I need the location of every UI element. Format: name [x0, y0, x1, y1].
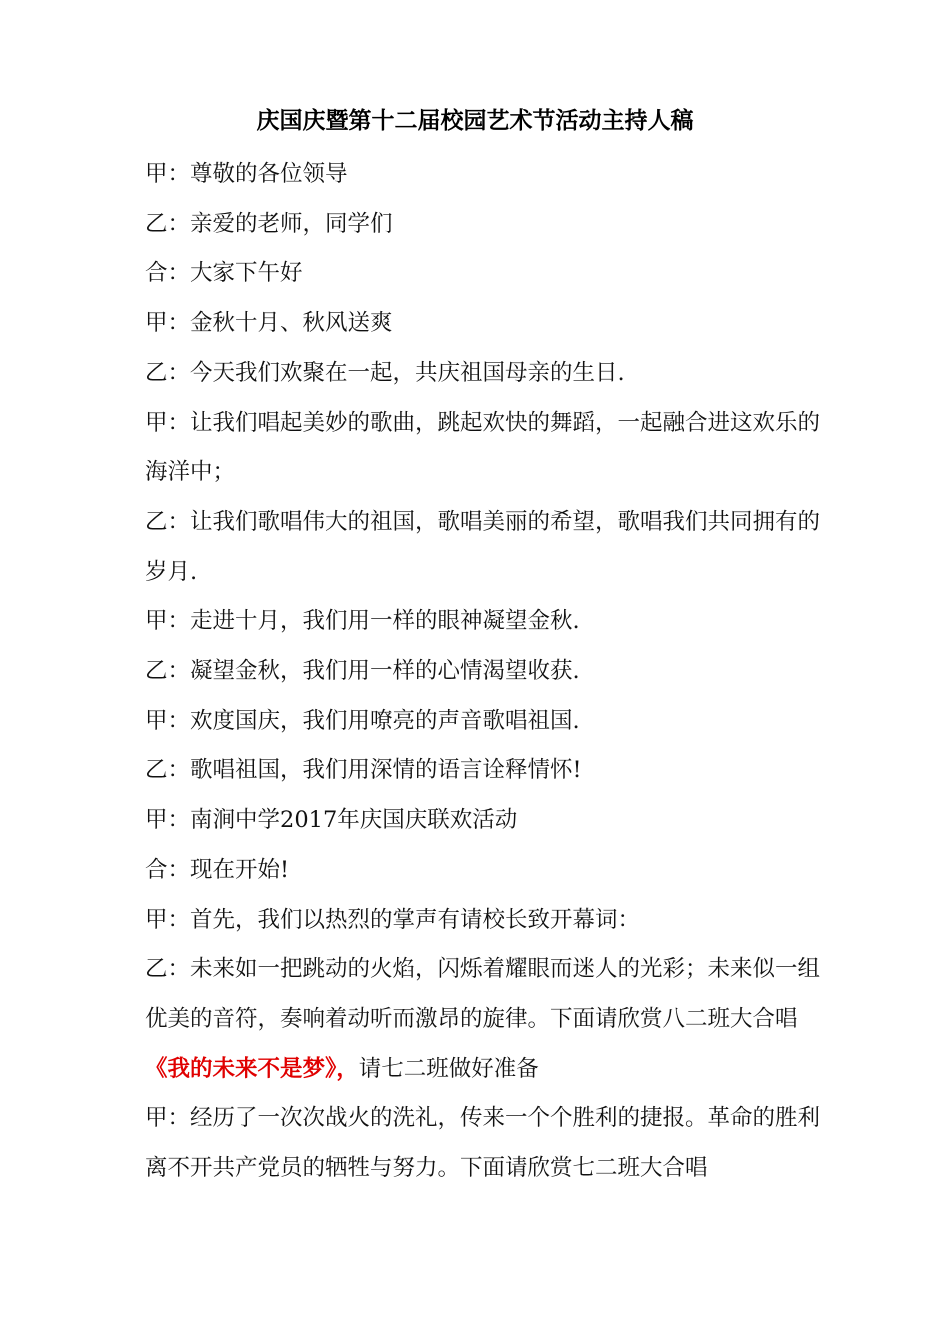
script-line-sing-dance: 甲：让我们唱起美妙的歌曲，跳起欢快的舞蹈，一起融合进这欢乐的海洋中； — [145, 409, 821, 486]
script-line-greeting-teachers: 乙：亲爱的老师，同学们 — [145, 210, 393, 237]
script-line-celebrate: 乙：今天我们欢聚在一起，共庆祖国母亲的生日. — [145, 359, 625, 386]
script-paragraph-revolution: 甲：经历了一次次战火的洗礼，传来一个个胜利的捷报。革命的胜利离不开共产党员的牺牲与努力。下面请欣赏七二班大合唱 — [145, 1105, 821, 1182]
script-line-autumn: 甲：金秋十月、秋风送爽 — [145, 310, 393, 337]
script-line-harvest: 乙：凝望金秋，我们用一样的心情渴望收获. — [145, 658, 580, 685]
script-line-greeting-leaders: 甲：尊敬的各位领导 — [145, 161, 348, 187]
document-body — [145, 150, 820, 1194]
document-title: 庆国庆暨第十二届校园艺术节活动主持人稿 — [256, 107, 694, 134]
script-paragraph-future — [145, 945, 820, 1094]
script-line-national-day: 甲：欢度国庆，我们用嘹亮的声音歌唱祖国. — [145, 707, 580, 734]
script-line-start: 合：现在开始! — [145, 856, 290, 883]
script-line-sing-motherland: 乙：让我们歌唱伟大的祖国，歌唱美丽的希望，歌唱我们共同拥有的岁月. — [145, 508, 821, 585]
script-line-event-name: 甲：南涧中学2017年庆国庆联欢活动 — [145, 807, 518, 834]
script-line-feelings: 乙：歌唱祖国，我们用深情的语言诠释情怀! — [145, 757, 582, 784]
script-line-october: 甲：走进十月，我们用一样的眼神凝望金秋. — [145, 608, 580, 635]
script-line-greeting-all: 合：大家下午好 — [145, 260, 303, 287]
future-intro-text: 乙：未来如一把跳动的火焰，闪烁着耀眼而迷人的光彩；未来似一组优美的音符，奏响着动听而激昂的旋律。下面请欣赏八二班大合唱 — [145, 956, 821, 1032]
song-title-highlight: 《我的未来不是梦》， — [145, 1055, 359, 1082]
future-next-class-text: 请七二班做好准备 — [358, 1055, 539, 1082]
script-line-principal: 甲：首先，我们以热烈的掌声有请校长致开幕词： — [145, 906, 641, 933]
